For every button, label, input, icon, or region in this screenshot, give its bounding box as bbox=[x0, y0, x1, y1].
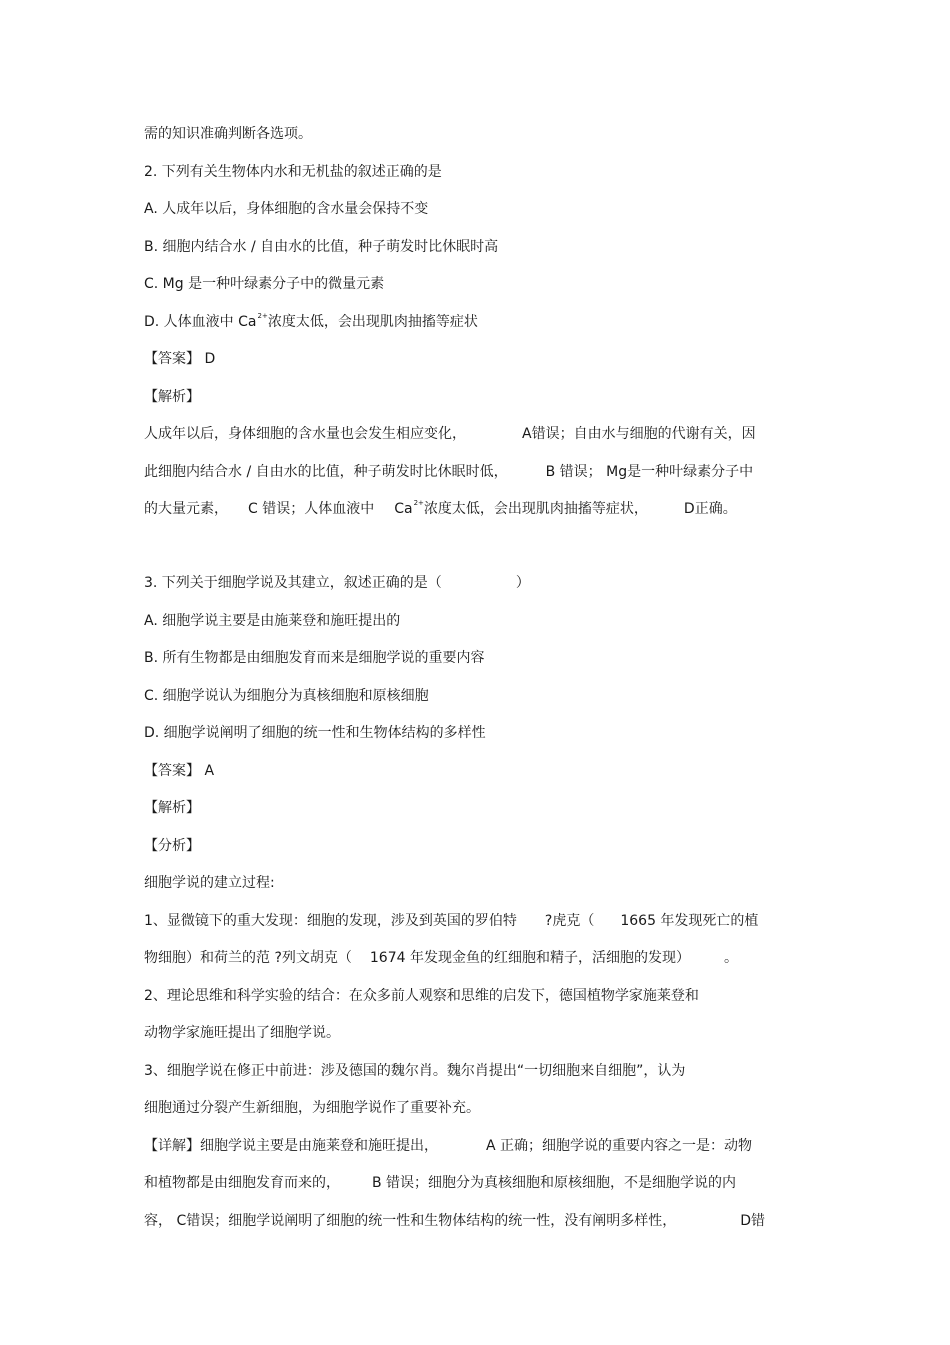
q2-answer: 【答案】 D bbox=[144, 351, 216, 367]
q3-detail-line1 bbox=[144, 1136, 752, 1156]
q3-answer: 【答案】 A bbox=[144, 763, 215, 779]
q3-p1a: 1、显微镜下的重大发现：细胞的发现，涉及到英国的罗伯特 bbox=[144, 913, 517, 929]
q2-stem: 2. 下列有关生物体内水和无机盐的叙述正确的是 bbox=[144, 164, 442, 180]
q3-d1a: 【详解】细胞学说主要是由施莱登和施旺提出， bbox=[144, 1138, 438, 1154]
q2-analysis-label: 【解析】 bbox=[144, 389, 200, 405]
q2-analysis-l1b: A错误；自由水与细胞的代谢有关，因 bbox=[522, 426, 756, 442]
q3-d2b: B 错误；细胞分为真核细胞和原核细胞，不是细胞学说的内 bbox=[372, 1175, 737, 1191]
q3-option-c: C. 细胞学说认为细胞分为真核细胞和原核细胞 bbox=[144, 688, 429, 704]
q2-option-b: B. 细胞内结合水 / 自由水的比值，种子萌发时比休眠时高 bbox=[144, 239, 499, 255]
q3-analysis-label: 【解析】 bbox=[144, 800, 200, 816]
q3-d3a: 容， C错误；细胞学说阐明了细胞的统一性和生物体结构的统一性，没有阐明多样性， bbox=[144, 1213, 677, 1229]
q3-point2-line1: 2、理论思维和科学实验的结合：在众多前人观察和思维的启发下，德国植物学家施莱登和 bbox=[144, 988, 699, 1004]
q2-analysis-l3sup: 2+ bbox=[413, 499, 424, 507]
q3-p1c: 1665 年发现死亡的植 bbox=[620, 913, 759, 929]
q3-process-title: 细胞学说的建立过程: bbox=[144, 875, 275, 891]
q2-analysis-l3e: D正确。 bbox=[683, 501, 737, 517]
q3-p1d: 物细胞）和荷兰的范 ?列文胡克（ bbox=[144, 950, 352, 966]
q3-stem bbox=[144, 573, 530, 593]
q3-detail-line3 bbox=[144, 1211, 765, 1231]
q2-analysis-l2b: B 错误； Mg是一种叶绿素分子中 bbox=[545, 464, 754, 480]
q3-point3-line2: 细胞通过分裂产生新细胞，为细胞学说作了重要补充。 bbox=[144, 1100, 480, 1116]
q2-option-c: C. Mg 是一种叶绿素分子中的微量元素 bbox=[144, 276, 385, 292]
q3-p1b: ?虎克（ bbox=[544, 913, 595, 929]
q2-analysis-l3a: 的大量元素， bbox=[144, 501, 228, 517]
q3-stem-b: ） bbox=[515, 575, 530, 591]
q2-analysis-line2 bbox=[144, 462, 753, 482]
q3-option-d: D. 细胞学说阐明了细胞的统一性和生物体结构的多样性 bbox=[144, 725, 486, 741]
q2-analysis-l3b: C 错误；人体血液中 bbox=[248, 501, 375, 517]
q2-option-a: A. 人成年以后，身体细胞的含水量会保持不变 bbox=[144, 201, 429, 217]
q2-analysis-l2a: 此细胞内结合水 / 自由水的比值，种子萌发时比休眠时低， bbox=[144, 464, 508, 480]
q2-option-d-pre: D. 人体血液中 Ca bbox=[144, 314, 257, 330]
q3-p1f: 。 bbox=[723, 950, 738, 966]
q3-point2-line2: 动物学家施旺提出了细胞学说。 bbox=[144, 1025, 340, 1041]
q3-d3b: D错 bbox=[740, 1213, 766, 1229]
q3-p1e: 1674 年发现金鱼的红细胞和精子，活细胞的发现） bbox=[369, 950, 690, 966]
q3-d2a: 和植物都是由细胞发育而来的， bbox=[144, 1175, 340, 1191]
q3-point1-line1 bbox=[144, 911, 758, 931]
intro-text: 需的知识准确判断各选项。 bbox=[144, 126, 312, 142]
q2-analysis-l3c: Ca bbox=[394, 501, 413, 517]
q2-option-d-post: 浓度太低，会出现肌肉抽搐等症状 bbox=[267, 314, 478, 330]
q3-fenxi-label: 【分析】 bbox=[144, 838, 200, 854]
q3-detail-line2 bbox=[144, 1173, 736, 1193]
q2-option-d-sup: 2+ bbox=[257, 312, 268, 320]
q3-option-b: B. 所有生物都是由细胞发育而来是细胞学说的重要内容 bbox=[144, 650, 485, 666]
q2-analysis-line1 bbox=[144, 424, 756, 444]
q2-analysis-line3 bbox=[144, 499, 737, 521]
q2-analysis-l1a: 人成年以后，身体细胞的含水量也会发生相应变化， bbox=[144, 426, 466, 442]
q3-option-a: A. 细胞学说主要是由施莱登和施旺提出的 bbox=[144, 613, 401, 629]
q2-option-d bbox=[144, 312, 478, 334]
q3-d1b: A 正确；细胞学说的重要内容之一是：动物 bbox=[486, 1138, 753, 1154]
q2-analysis-l3d: 浓度太低，会出现肌肉抽搐等症状， bbox=[423, 501, 648, 517]
q3-stem-a: 3. 下列关于细胞学说及其建立，叙述正确的是（ bbox=[144, 575, 442, 591]
q3-point1-line2 bbox=[144, 948, 738, 968]
q3-point3-line1: 3、细胞学说在修正中前进：涉及德国的魏尔肖。魏尔肖提出“一切细胞来自细胞”，认为 bbox=[144, 1063, 686, 1079]
